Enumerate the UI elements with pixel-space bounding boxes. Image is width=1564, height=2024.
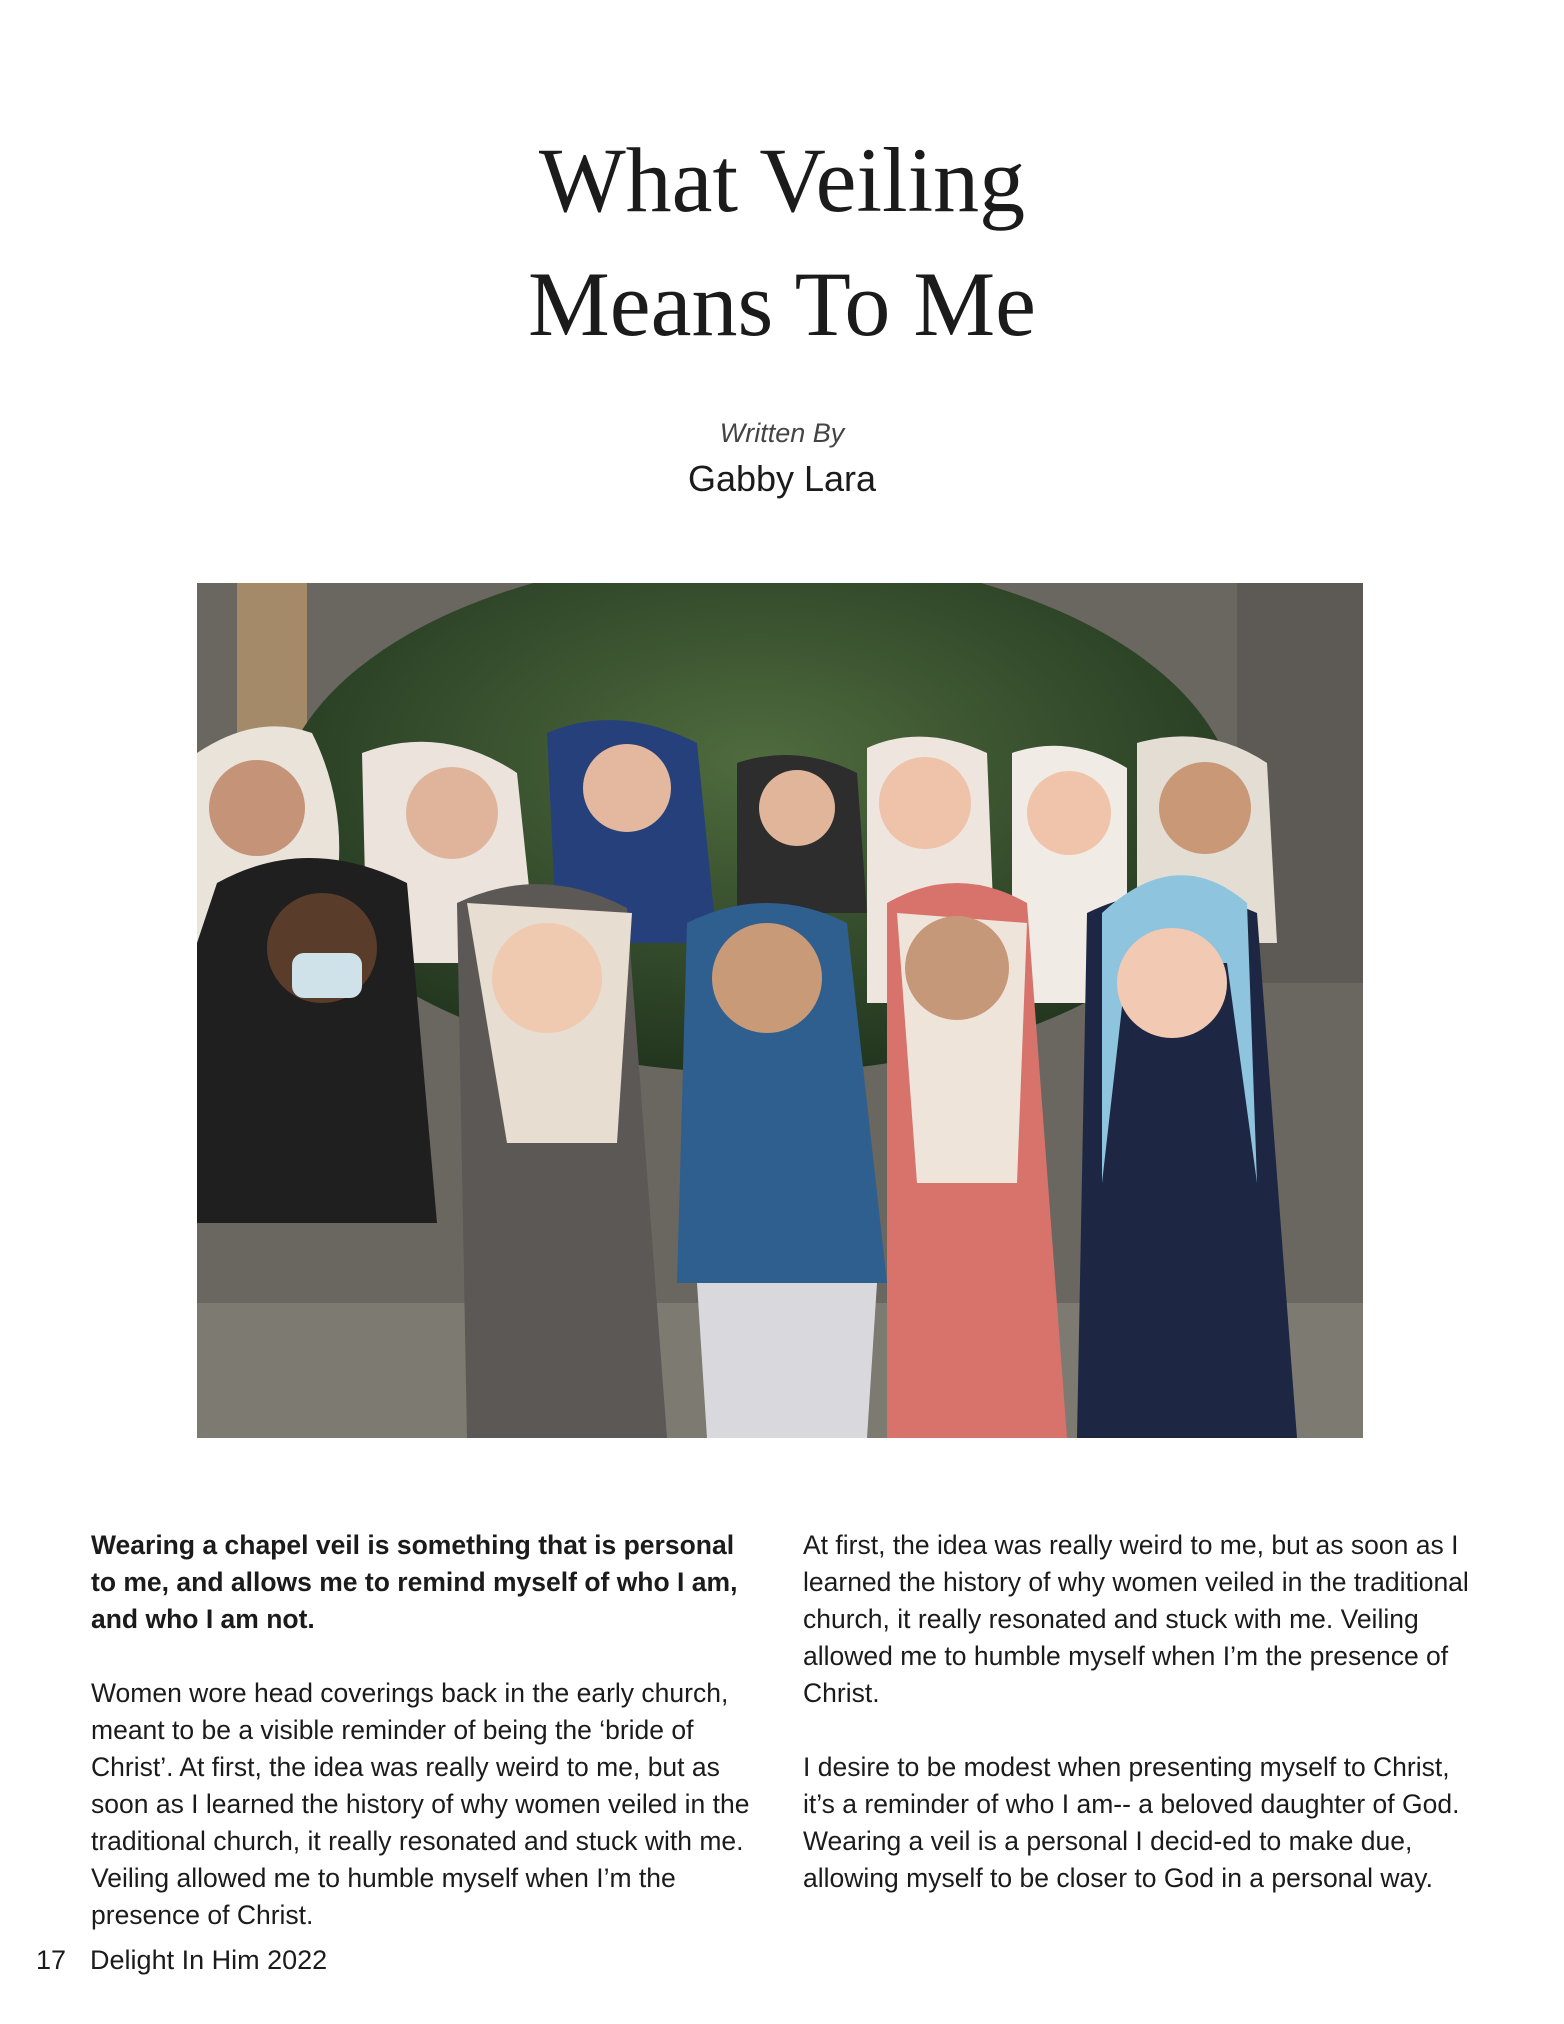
- article-column-right: [803, 1527, 1471, 1934]
- group-photo: [197, 583, 1363, 1438]
- body-paragraph: Women wore head coverings back in the early church, meant to be a visible reminder of being the ‘bride of Christ’. At first, the idea was really weird to me, but as soon as I learned the history of why women veiled in the traditional church, it really resonated and stuck with me. Veiling allowed me to humble myself when I’m the presence of Christ.: [91, 1678, 750, 1930]
- page-footer: [36, 1945, 327, 1976]
- lead-paragraph: Wearing a chapel veil is something that is personal to me, and allows me to remind myself of who I am, and who I am not.: [91, 1530, 738, 1634]
- article-title: [0, 118, 1564, 366]
- written-by-label: Written By: [719, 418, 845, 448]
- publication-name: Delight In Him 2022: [90, 1945, 328, 1975]
- body-paragraph: At first, the idea was really weird to me, but as soon as I learned the history of why women veiled in the traditional church, it really resonated and stuck with me. Veiling allowed me to humble myself when I’m the presence of Christ.: [803, 1530, 1469, 1708]
- author-name: Gabby Lara: [687, 458, 877, 499]
- group-photo-illustration: [197, 583, 1363, 1438]
- page-number: 17: [36, 1945, 67, 1975]
- title-line-1: What Veiling: [538, 129, 1026, 231]
- body-paragraph: I desire to be modest when presenting myself to Christ, it’s a reminder of who I am-- a beloved daughter of God. Wearing a veil is a personal I decid-ed to make due, allowing myself to be closer to God in a personal way.: [803, 1752, 1460, 1893]
- title-line-2: Means To Me: [527, 253, 1037, 355]
- article-column-left: [91, 1527, 759, 1971]
